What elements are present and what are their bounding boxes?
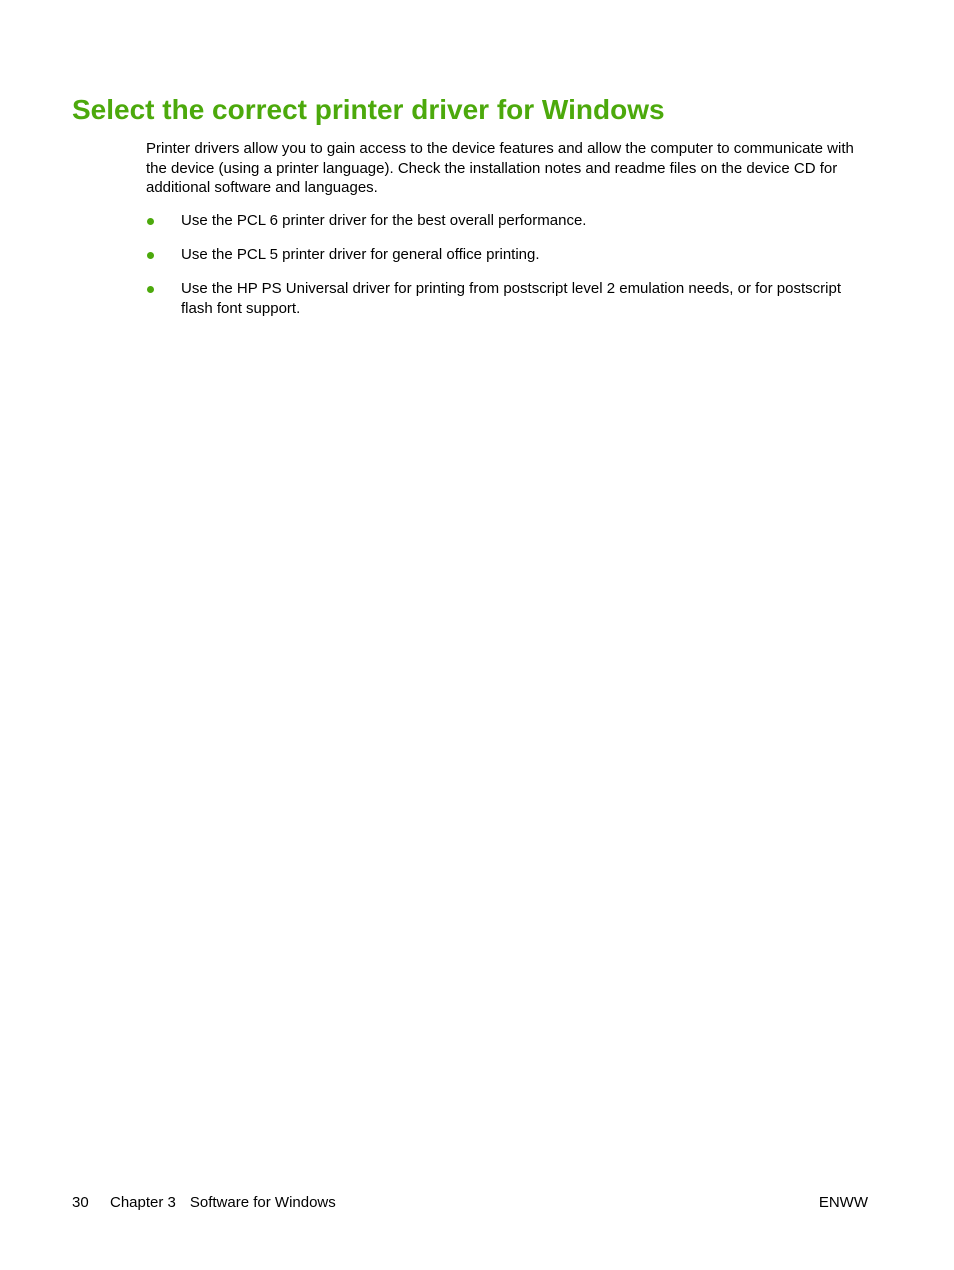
page-title: Select the correct printer driver for Windows	[72, 94, 665, 125]
driver-bullet-list	[146, 211, 870, 333]
bullet-icon	[147, 252, 154, 259]
intro-paragraph: Printer drivers allow you to gain access to the device features and allow the computer to communicate with the device (using a printer language). Check the installation notes and readme files on the device CD for additional software and languages.	[146, 140, 854, 197]
list-item-text: Use the PCL 5 printer driver for general office printing.	[181, 246, 540, 264]
bullet-icon	[147, 286, 154, 293]
list-item	[146, 211, 870, 231]
list-item	[146, 245, 870, 265]
list-item-text: Use the HP PS Universal driver for printing from postscript level 2 emulation needs, or for postscript flash font support.	[181, 280, 841, 317]
page-number: 30	[72, 1194, 89, 1211]
footer-locale: ENWW	[818, 1194, 868, 1211]
bullet-icon	[147, 218, 154, 225]
footer-left	[72, 1193, 336, 1212]
page-footer	[72, 1193, 868, 1213]
footer-chapter: Chapter 3	[110, 1194, 176, 1211]
footer-section: Software for Windows	[189, 1194, 336, 1211]
list-item	[146, 279, 870, 318]
list-item-text: Use the PCL 6 printer driver for the best overall performance.	[181, 212, 587, 229]
